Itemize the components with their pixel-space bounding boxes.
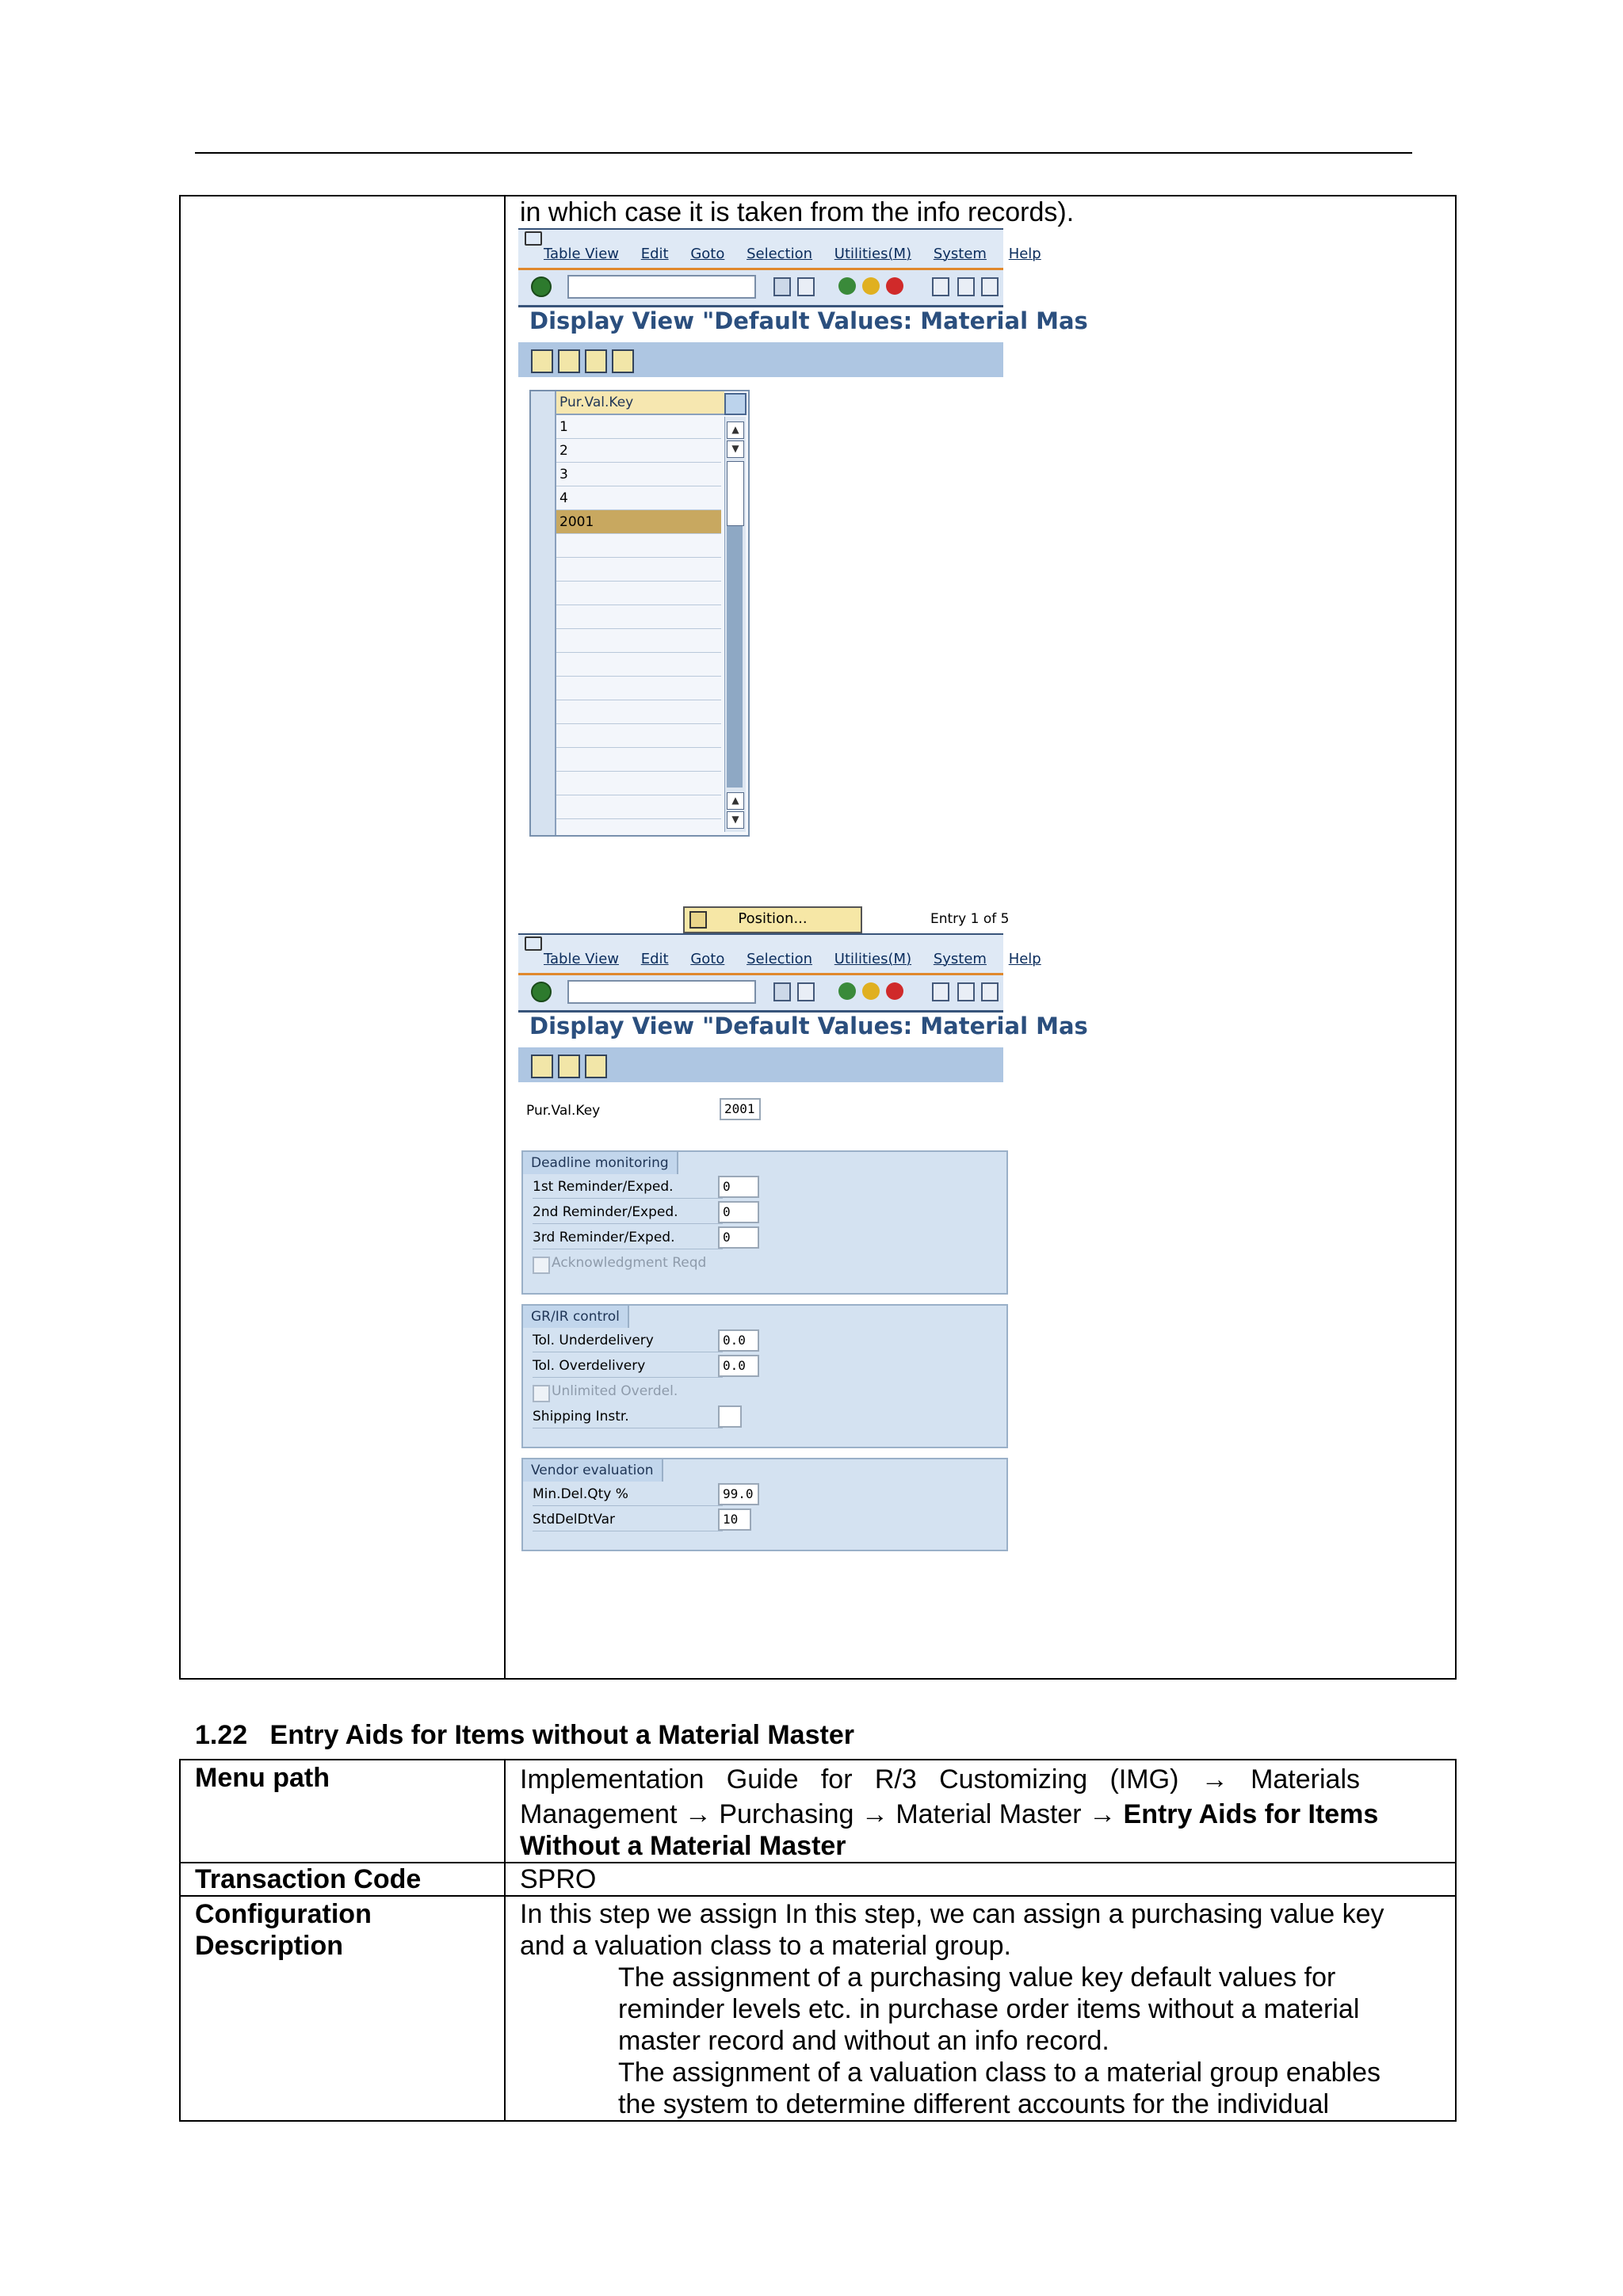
table-row-empty[interactable] <box>556 748 721 772</box>
cancel-icon[interactable] <box>886 982 903 1000</box>
menu-path-line2 <box>520 1798 1378 1830</box>
field-label: Shipping Instr. <box>533 1405 723 1428</box>
intro-text: in which case it is taken from the info records). <box>520 197 1075 227</box>
deselect-icon[interactable] <box>612 349 634 373</box>
table-row[interactable]: 3 <box>556 463 721 486</box>
back-arrow-icon[interactable] <box>773 277 791 296</box>
position-icon <box>689 911 707 929</box>
reminder3-field[interactable]: 0 <box>718 1226 759 1249</box>
acknowledgment-label: Acknowledgment Reqd <box>552 1255 707 1271</box>
menu-edit[interactable]: Edit <box>640 951 669 967</box>
details-icon[interactable] <box>558 349 580 373</box>
menu-utilities[interactable]: Utilities(M) <box>834 951 912 967</box>
table-row-empty[interactable] <box>556 582 721 605</box>
find-next-icon[interactable] <box>981 982 999 1001</box>
back-icon[interactable] <box>838 982 856 1000</box>
config-text: and a valuation class to a material group. <box>520 1931 1011 1961</box>
group-title: Vendor evaluation <box>523 1459 663 1482</box>
sap-menubar <box>518 228 1041 269</box>
header-rule <box>195 152 1412 154</box>
select-all-icon[interactable] <box>585 349 607 373</box>
vertical-scrollbar[interactable] <box>724 417 746 832</box>
shipping-instr-field[interactable] <box>718 1405 742 1428</box>
menu-window-icon[interactable] <box>525 231 542 246</box>
table-row-empty[interactable] <box>556 700 721 724</box>
field-label: Tol. Underdelivery <box>533 1329 723 1352</box>
field-label: 3rd Reminder/Exped. <box>533 1226 723 1249</box>
menu-help[interactable]: Help <box>1008 246 1041 262</box>
scroll-down-icon[interactable]: ▼ <box>727 441 744 458</box>
field-label: 2nd Reminder/Exped. <box>533 1201 723 1224</box>
pur-val-key-field[interactable]: 2001 <box>720 1098 761 1120</box>
acknowledgment-checkbox[interactable] <box>533 1257 550 1274</box>
print-icon[interactable] <box>932 982 949 1001</box>
group-title: GR/IR control <box>523 1306 629 1328</box>
tcode-label: Transaction Code <box>195 1864 422 1894</box>
print-icon[interactable] <box>932 277 949 296</box>
position-button-label: Position... <box>738 910 808 927</box>
menu-system[interactable]: System <box>933 951 987 967</box>
application-toolbar <box>518 1047 1003 1082</box>
menu-utilities[interactable]: Utilities(M) <box>834 246 912 262</box>
exit-icon[interactable] <box>862 982 880 1000</box>
group-vendor-evaluation <box>521 1458 1008 1551</box>
menu-goto[interactable]: Goto <box>690 951 725 967</box>
field-label: 1st Reminder/Exped. <box>533 1176 723 1199</box>
group-gr-ir-control <box>521 1304 1008 1448</box>
row-selector-column[interactable] <box>531 391 556 835</box>
scroll-down-icon[interactable]: ▼ <box>727 811 744 829</box>
table-border <box>179 1759 1457 1760</box>
table-row-empty[interactable] <box>556 605 721 629</box>
reminder1-field[interactable]: 0 <box>718 1176 759 1198</box>
tol-underdelivery-field[interactable]: 0.0 <box>718 1329 759 1352</box>
menu-path-line3: Without a Material Master <box>520 1831 846 1861</box>
table-control <box>529 390 750 837</box>
sap-screenshot-list <box>518 228 1088 933</box>
table-border <box>504 195 506 1680</box>
sap-toolbar <box>518 268 1003 307</box>
unlimited-overdel-label: Unlimited Overdel. <box>552 1383 678 1399</box>
application-toolbar <box>518 342 1003 377</box>
table-row-empty[interactable] <box>556 677 721 700</box>
table-border <box>1455 195 1457 1680</box>
group-title: Deadline monitoring <box>523 1152 678 1174</box>
tcode-value: SPRO <box>520 1864 597 1894</box>
back-arrow-icon[interactable] <box>773 982 791 1001</box>
unlimited-overdel-checkbox[interactable] <box>533 1385 550 1402</box>
save-icon[interactable] <box>797 277 815 296</box>
exit-icon[interactable] <box>862 277 880 295</box>
column-header-pur-val-key[interactable]: Pur.Val.Key <box>556 391 724 415</box>
enter-icon[interactable] <box>531 982 552 1002</box>
menu-path-bold: Entry Aids for Items <box>1123 1799 1379 1829</box>
back-icon[interactable] <box>838 277 856 295</box>
config-label-1: Configuration <box>195 1899 372 1929</box>
sap-menubar <box>518 933 1041 974</box>
command-field[interactable] <box>567 275 756 299</box>
scroll-thumb[interactable] <box>727 461 744 526</box>
position-button[interactable] <box>683 906 862 933</box>
table-border <box>1455 1759 1457 2122</box>
config-text: In this step we assign In this step, we can assign a purchasing value key <box>520 1899 1384 1929</box>
table-row-empty[interactable] <box>556 772 721 795</box>
cancel-icon[interactable] <box>886 277 903 295</box>
menu-goto[interactable]: Goto <box>690 246 725 262</box>
screen-title: Display View "Default Values: Material Mas <box>529 307 1088 334</box>
menu-edit[interactable]: Edit <box>640 246 669 262</box>
menu-table-view[interactable]: Table View <box>544 951 619 967</box>
menu-path-label: Menu path <box>195 1763 330 1793</box>
section-heading: 1.22 Entry Aids for Items without a Material Master <box>195 1720 854 1750</box>
entry-counter: Entry 1 of 5 <box>930 911 1010 927</box>
table-border <box>179 2120 1457 2122</box>
menu-path-plain: Management → Purchasing → Material Master → <box>520 1799 1124 1829</box>
table-border <box>179 195 181 1680</box>
save-icon[interactable] <box>797 982 815 1001</box>
config-indented-text: The assignment of a valuation class to a material group enables <box>618 2058 1381 2088</box>
table-row-empty[interactable] <box>556 653 721 677</box>
display-icon[interactable] <box>531 349 553 373</box>
group-deadline-monitoring <box>521 1150 1008 1295</box>
menu-table-view[interactable]: Table View <box>544 246 619 262</box>
table-row[interactable]: 4 <box>556 486 721 510</box>
sap-toolbar <box>518 973 1003 1013</box>
table-row-selected[interactable]: 2001 <box>556 510 721 534</box>
sap-screenshot-detail <box>518 933 1088 1551</box>
next-entry-icon[interactable] <box>558 1055 580 1078</box>
table-row-empty[interactable] <box>556 629 721 653</box>
screen-title: Display View "Default Values: Material Mas <box>529 1013 1088 1039</box>
table-row[interactable]: 1 <box>556 415 721 439</box>
scroll-up-icon[interactable]: ▲ <box>727 792 744 810</box>
table-row-empty[interactable] <box>556 558 721 582</box>
min-del-qty-field[interactable]: 99.0 <box>718 1483 759 1505</box>
table-row-empty[interactable] <box>556 724 721 748</box>
config-indented-text: reminder levels etc. in purchase order items without a material <box>618 1994 1360 2024</box>
pur-val-key-label: Pur.Val.Key <box>526 1103 601 1119</box>
field-label: StdDelDtVar <box>533 1508 723 1531</box>
menu-path-line1: Implementation Guide for R/3 Customizing (IMG) → Materials <box>520 1764 1360 1794</box>
menu-help[interactable]: Help <box>1008 951 1041 967</box>
std-del-dt-var-field[interactable]: 10 <box>718 1508 751 1531</box>
scroll-up-icon[interactable]: ▲ <box>727 421 744 439</box>
table-border <box>179 1759 181 2122</box>
reminder2-field[interactable]: 0 <box>718 1201 759 1223</box>
config-indented-text: The assignment of a purchasing value key default values for <box>618 1962 1336 1993</box>
table-border <box>179 1678 1457 1680</box>
table-row[interactable]: 2 <box>556 439 721 463</box>
enter-icon[interactable] <box>531 277 552 297</box>
field-label: Min.Del.Qty % <box>533 1483 723 1506</box>
find-next-icon[interactable] <box>981 277 999 296</box>
config-indented-text: master record and without an info record. <box>618 2026 1109 2056</box>
menu-selection[interactable]: Selection <box>747 951 813 967</box>
menu-window-icon[interactable] <box>525 936 542 951</box>
menu-selection[interactable]: Selection <box>747 246 813 262</box>
menu-system[interactable]: System <box>933 246 987 262</box>
find-icon[interactable] <box>957 982 975 1001</box>
table-border <box>179 1895 1457 1897</box>
find-icon[interactable] <box>957 277 975 296</box>
config-indented-text: the system to determine different accounts for the individual <box>618 2089 1330 2119</box>
table-row-empty[interactable] <box>556 795 721 819</box>
table-settings-icon[interactable] <box>724 393 747 415</box>
config-label-2: Description <box>195 1931 344 1961</box>
previous-entry-icon[interactable] <box>531 1055 553 1078</box>
tol-overdelivery-field[interactable]: 0.0 <box>718 1355 759 1377</box>
table-row-empty[interactable] <box>556 534 721 558</box>
table-border <box>504 1759 506 2122</box>
select-all-icon[interactable] <box>585 1055 607 1078</box>
field-label: Tol. Overdelivery <box>533 1355 723 1378</box>
command-field[interactable] <box>567 980 756 1004</box>
